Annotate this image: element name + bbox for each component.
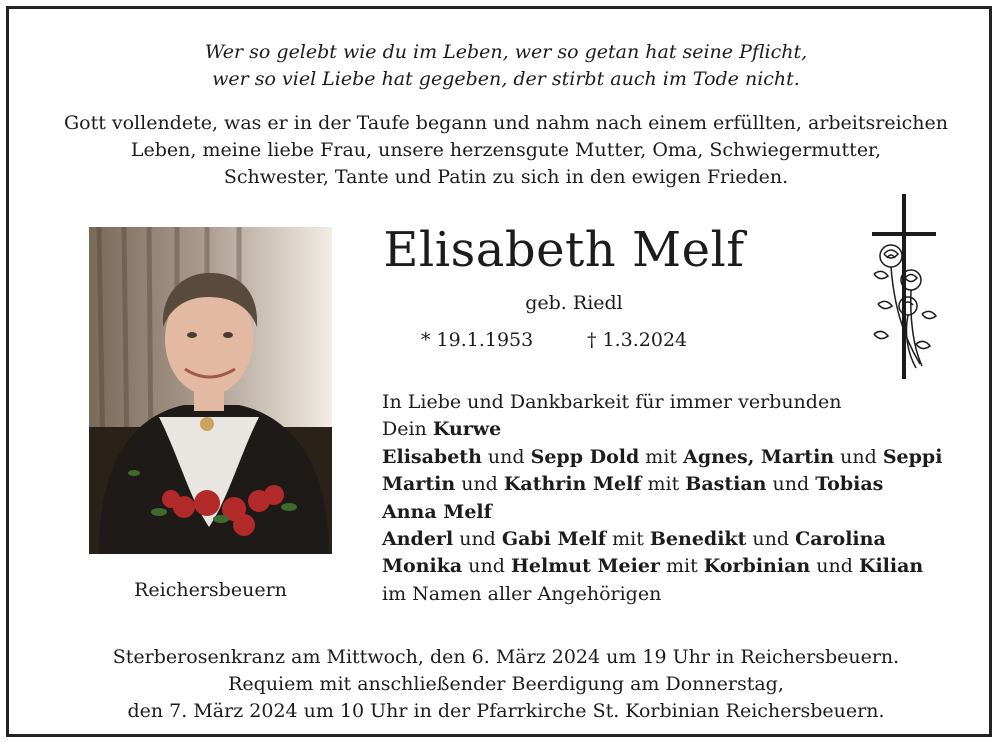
maiden-name: geb. Riedl [525,292,623,314]
mourners-list [382,389,982,608]
intro-line: Schwester, Tante und Patin zu sich in den ewigen Frieden. [223,166,789,188]
mourners-text: und [834,445,883,468]
mourner-name: Kurwe [432,418,502,441]
intro-text [9,110,1000,191]
mourners-text: und [746,528,796,551]
mourner-name: Sepp Dold [530,445,640,468]
mourner-name: Monika [382,555,463,578]
mourners-line [382,499,982,526]
intro-line: Leben, meine liebe Frau, unsere herzensgute Mutter, Oma, Schwiegermutter, [130,139,882,161]
place-name: Reichersbeuern [134,579,287,601]
cross-with-roses-icon [864,194,944,384]
birth-date: * 19.1.1953 [421,329,534,351]
portrait-illustration [89,227,332,554]
deceased-name: Elisabeth Melf [383,222,745,278]
mourner-name: Elisabeth [382,445,482,468]
mourners-text: und [462,555,511,578]
mourners-text: In Liebe und Dankbarkeit für immer verbunden [382,391,842,413]
mourners-text: und [481,445,531,468]
mourners-text: mit [639,445,684,468]
mourner-name: Kilian [858,555,924,578]
obituary-notice [6,6,992,737]
memorial-verse [9,39,1000,93]
mourner-name: Bastian [685,473,767,496]
mourners-text: mit [641,473,686,496]
portrait-photo [89,227,332,554]
mourner-name: Carolina [795,528,886,551]
mourners-line [382,581,982,608]
mourner-name: Kathrin Melf [503,473,642,496]
mourner-name: Helmut Meier [510,555,660,578]
death-date: † 1.3.2024 [587,329,688,351]
mourner-name: Anna Melf [382,500,492,523]
service-line: Sterberosenkranz am Mittwoch, den 6. März 2024 um 19 Uhr in Reichersbeuern. [112,646,900,668]
mourner-name: Korbinian [703,555,811,578]
mourners-line [382,553,982,580]
service-line: den 7. März 2024 um 10 Uhr in der Pfarrkirche St. Korbinian Reichersbeuern. [127,700,885,722]
mourners-text: und [453,528,502,551]
service-details [9,644,1000,725]
verse-line: wer so viel Liebe hat gegeben, der stirbt auch im Tode nicht. [212,68,800,90]
mourners-line [382,416,982,443]
mourner-name: Gabi Melf [501,528,607,551]
mourner-name: Seppi [882,445,943,468]
mourner-name: Martin [382,473,456,496]
mourner-name: Benedikt [649,528,747,551]
service-line: Requiem mit anschließender Beerdigung am Donnerstag, [228,673,784,695]
mourner-name: Anderl [382,528,454,551]
mourners-line [382,389,982,416]
mourner-name: Tobias [815,473,884,496]
mourners-text: und [766,473,816,496]
mourners-text: mit [606,528,650,551]
verse-line: Wer so gelebt wie du im Leben, wer so getan hat seine Pflicht, [204,41,808,63]
mourners-text: im Namen aller Angehörigen [382,582,662,605]
mourners-line [382,471,982,498]
mourners-line [382,526,982,553]
mourners-text: mit [659,555,704,578]
mourners-text: Dein [382,418,433,441]
mourners-text: und [455,473,504,496]
mourners-line [382,444,982,471]
intro-line: Gott vollendete, was er in der Taufe begann und nahm nach einem erfüllten, arbeitsreichen [63,112,949,134]
mourner-name: Agnes, Martin [683,445,835,468]
mourners-text: und [810,555,859,578]
